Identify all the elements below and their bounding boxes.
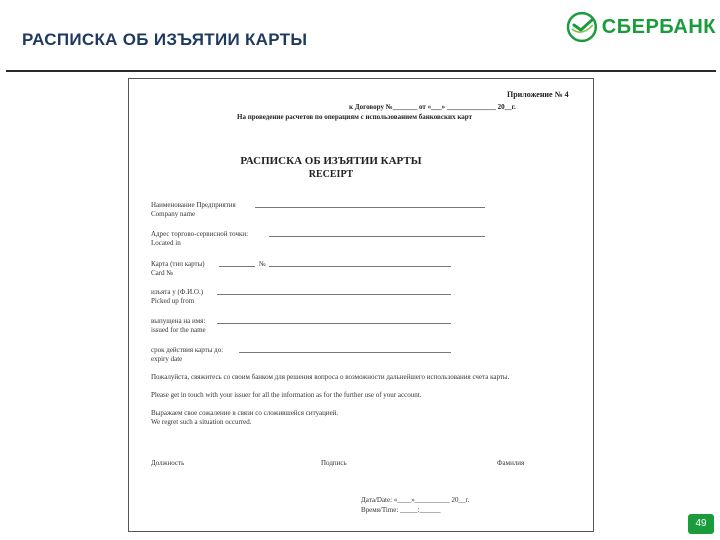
page-number-badge: 49 (688, 514, 714, 534)
scanned-receipt-document (128, 78, 594, 532)
field-issued-line (217, 323, 451, 324)
field-card-label: Карта (тип карты) (151, 260, 205, 268)
contract-line: к Договору №_______ от «___» ______________ 20__г. (349, 103, 516, 111)
notice-en: Please get in touch with your issuer for all the information as for the further use of your account. (151, 391, 422, 399)
field-company-label: Наименование Предприятия (151, 201, 236, 209)
field-company-line (255, 207, 485, 208)
header-divider (6, 70, 716, 72)
document-title-en: RECEIPT (308, 169, 354, 180)
field-card-number-sign: № (259, 260, 266, 268)
document-title: РАСПИСКА ОБ ИЗЪЯТИИ КАРТЫ (240, 155, 422, 167)
field-card-number-line (269, 266, 451, 267)
sberbank-logo (566, 10, 716, 44)
date-line: Дата/Date: «____»__________ 20__г. (361, 496, 470, 504)
regret-en: We regret such a situation occurred. (151, 418, 252, 426)
field-pickedup-line (217, 294, 451, 295)
field-pickedup-label: изъята у (Ф.И.О.) (151, 288, 204, 296)
field-issued-label: выпущена на имя: (151, 317, 206, 325)
field-company-label-en: Company name (151, 210, 196, 218)
signature-surname-label: Фамилия (497, 459, 525, 467)
contract-subject: На проведение расчетов по операциям с использованием банковских карт (237, 113, 473, 121)
field-expiry-line (239, 352, 451, 353)
signature-position-label: Должность (151, 459, 185, 467)
field-card-type-line (219, 266, 255, 267)
field-address-line (269, 236, 485, 237)
field-pickedup-label-en: Picked up from (151, 297, 195, 305)
signature-sign-label: Подпись (321, 459, 347, 467)
field-address-label-en: Located in (151, 239, 181, 247)
appendix-label: Приложение № 4 (507, 90, 569, 99)
time-line: Время/Time: _____:______ (361, 506, 441, 514)
field-expiry-label: срок действия карты до: (151, 346, 224, 354)
field-card-label-en: Card № (151, 269, 174, 277)
field-issued-label-en: issued for the name (151, 326, 206, 334)
field-expiry-label-en: expiry date (151, 355, 183, 363)
sberbank-logo-icon (566, 11, 598, 43)
field-address-label: Адрес торгово-сервисной точки: (151, 230, 249, 238)
logo-text: СБЕРБАНК (601, 15, 716, 38)
notice-ru: Пожалуйста, свяжитесь со своим банком для решения вопроса о возможности дальнейшего использования счета карты. (151, 373, 510, 381)
regret-ru: Выражаем свое сожаление в связи со сложившейся ситуацией. (151, 409, 339, 417)
slide-title: РАСПИСКА ОБ ИЗЪЯТИИ КАРТЫ (22, 30, 308, 49)
